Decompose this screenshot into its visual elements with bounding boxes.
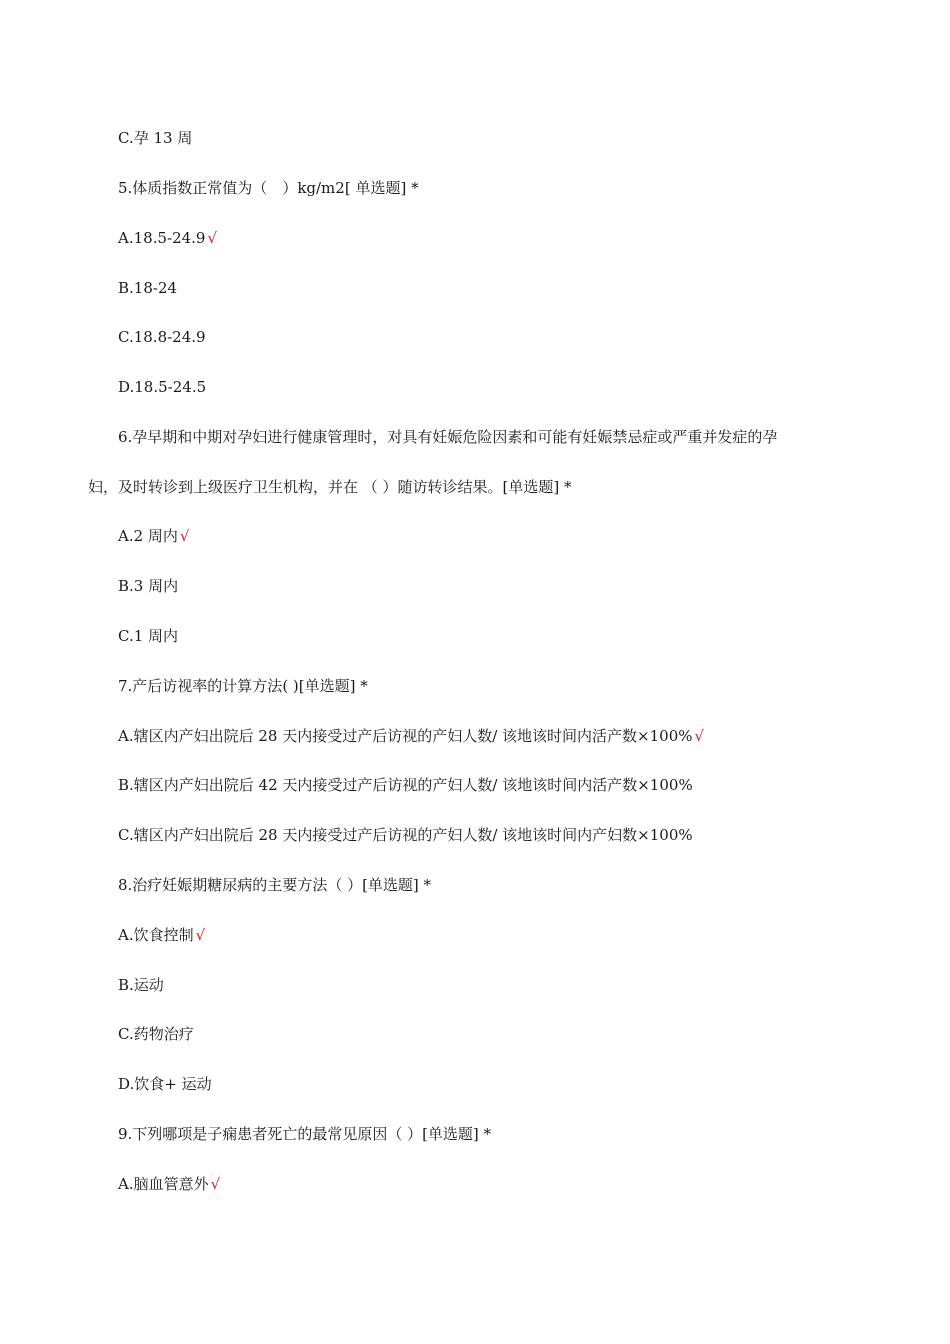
option-c-q5 <box>118 327 208 347</box>
line-text: C.孕 13 周 <box>118 129 193 147</box>
option-c-q7 <box>118 825 695 845</box>
line-text: D.18.5-24.5 <box>118 378 207 396</box>
check-mark: √ <box>179 527 190 545</box>
option-d-q8 <box>118 1074 214 1094</box>
line-text: A.18.5-24.9 <box>118 229 206 247</box>
option-c-q6 <box>118 626 180 646</box>
line-text: B.运动 <box>118 976 164 994</box>
question-6-line-1 <box>118 427 779 447</box>
option-a-q8 <box>118 925 205 945</box>
line-text: A.辖区内产妇出院后 28 天内接受过产后访视的产妇人数/ 该地该时间内活产数×100% <box>118 727 693 745</box>
check-mark: √ <box>210 1175 221 1193</box>
line-text: B.3 周内 <box>118 577 179 595</box>
option-a-q9 <box>118 1174 220 1194</box>
option-a-q5 <box>118 228 217 248</box>
line-text: 5.体质指数正常值为（ ）kg/m2[ 单选题] * <box>118 179 419 197</box>
option-b-q6 <box>118 576 180 596</box>
question-5 <box>118 178 421 198</box>
question-6-line-2 <box>88 477 574 497</box>
line-text: 8.治疗妊娠期糖尿病的主要方法（ ）[单选题] * <box>118 876 432 894</box>
line-text: B.18-24 <box>118 279 178 297</box>
line-text: A.2 周内 <box>118 527 178 545</box>
option-b-q8 <box>118 975 166 995</box>
option-a-q7 <box>118 726 704 746</box>
line-text: 6.孕早期和中期对孕妇进行健康管理时，对具有妊娠危险因素和可能有妊娠禁忌症或严重并发症的孕 <box>118 428 778 446</box>
option-d-q5 <box>118 377 208 397</box>
option-a-q6 <box>118 526 189 546</box>
line-text: C.18.8-24.9 <box>118 328 206 346</box>
option-c-q4 <box>118 128 194 148</box>
line-text: C.1 周内 <box>118 627 179 645</box>
line-text: C.药物治疗 <box>118 1025 194 1043</box>
question-8 <box>118 875 433 895</box>
question-9 <box>118 1124 493 1144</box>
check-mark: √ <box>207 229 218 247</box>
question-7 <box>118 676 370 696</box>
line-text: 7.产后访视率的计算方法( )[单选题] * <box>118 677 368 695</box>
line-text: A.饮食控制 <box>118 926 194 944</box>
check-mark: √ <box>694 727 705 745</box>
line-text: 9.下列哪项是子痫患者死亡的最常见原因（ ）[单选题] * <box>118 1125 492 1143</box>
option-b-q5 <box>118 278 179 298</box>
line-text: 妇，及时转诊到上级医疗卫生机构，并在 （ ）随访转诊结果。[单选题] * <box>88 478 572 496</box>
check-mark: √ <box>195 926 206 944</box>
line-text: A.脑血管意外 <box>118 1175 209 1193</box>
line-text: D.饮食+ 运动 <box>118 1075 212 1093</box>
line-text: C.辖区内产妇出院后 28 天内接受过产后访视的产妇人数/ 该地该时间内产妇数×100% <box>118 826 693 844</box>
line-text: B.辖区内产妇出院后 42 天内接受过产后访视的产妇人数/ 该地该时间内活产数×100% <box>118 776 693 794</box>
option-c-q8 <box>118 1024 196 1044</box>
option-b-q7 <box>118 775 695 795</box>
